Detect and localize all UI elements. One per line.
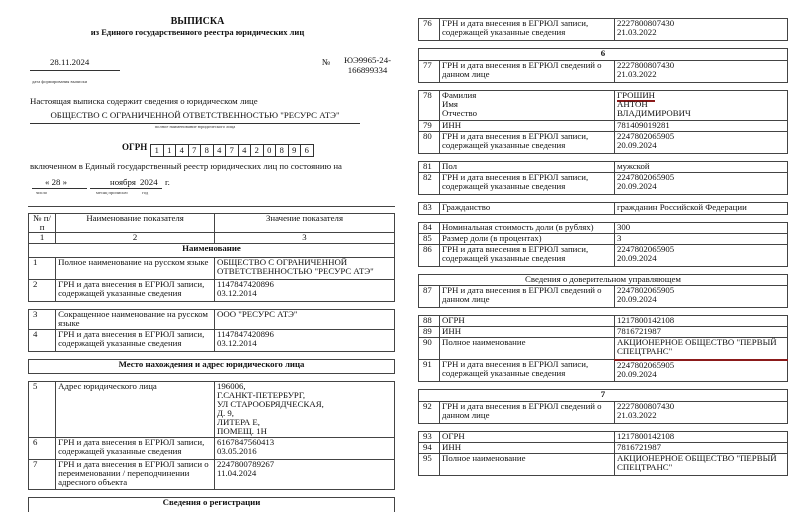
- table-row: 92 ГРН и дата внесения в ЕГРЮЛ сведений о данном лице 2227800807430 21.03.2022: [419, 402, 788, 424]
- ogrn-digit-cell: 7: [188, 144, 202, 157]
- ogrn-digit-cell: 0: [263, 144, 277, 157]
- left-table: [28, 213, 395, 512]
- surname-label: Фамилия: [442, 90, 477, 100]
- table-row: 5 Адрес юридического лица 196006, Г.САНКТ-ПЕТЕРБУРГ, УЛ СТАРООБРЯДЧЕСКАЯ, Д. 9, ЛИТЕРА Е, ПОМЕЩ. 1Н: [29, 382, 395, 438]
- table-row: 86 ГРН и дата внесения в ЕГРЮЛ записи, содержащей указанные сведения 2247802065905 20.09.2024: [419, 245, 788, 267]
- ogrn-digit-cells: [150, 140, 313, 158]
- year-suffix: г.: [165, 177, 170, 187]
- company-caption: полное наименование юридического лица: [154, 124, 236, 129]
- day-caption: число: [36, 190, 48, 195]
- doc-title: ВЫПИСКА: [170, 16, 225, 27]
- section-naming: Наименование: [29, 244, 395, 258]
- col-number-1: 1: [29, 233, 56, 244]
- col-number-2: 2: [56, 233, 215, 244]
- intro-text: Настоящая выписка содержит сведения о юридическом лице: [30, 96, 258, 106]
- table-row: 76 ГРН и дата внесения в ЕГРЮЛ записи, содержащей указанные сведения 2227800807430 21.03.2022: [419, 19, 788, 41]
- ogrn-digit-cell: 4: [213, 144, 227, 157]
- table-row: 85 Размер доли (в процентах) 3: [419, 234, 788, 245]
- fio-row: 78 Фамилия Имя Отчество ГРОШИН АНТОН ВЛАДИМИРОВИЧ: [419, 91, 788, 121]
- year-underline: [132, 188, 162, 189]
- section-location: Место нахождения и адрес юридического лица: [29, 360, 395, 374]
- patronymic-value: ВЛАДИМИРОВИЧ: [617, 108, 691, 118]
- table-row: 94 ИНН 7816721987: [419, 443, 788, 454]
- spacer: [419, 424, 788, 432]
- header-num: № п/п: [29, 214, 56, 233]
- document-number: ЮЭ9965-24-166899334: [343, 55, 392, 75]
- year-caption: год: [142, 190, 149, 195]
- header-name: Наименование показателя: [56, 214, 215, 233]
- table-row: 89 ИНН 7816721987: [419, 327, 788, 338]
- date-caption: дата формирования выписки: [32, 79, 88, 84]
- section-6: 6: [419, 49, 788, 61]
- table-row: 84 Номинальная стоимость доли (в рублях) 300: [419, 223, 788, 234]
- table-row: 79 ИНН 781409019281: [419, 121, 788, 132]
- table-row: 83 Гражданство гражданин Российской Федерации: [419, 203, 788, 215]
- ogrn-digit-cell: 4: [175, 144, 189, 157]
- table-row: 88 ОГРН 1217800142108: [419, 316, 788, 327]
- table-row: 1 Полное наименование на русском языке ОБЩЕСТВО С ОГРАНИЧЕННОЙ ОТВЕТСТВЕННОСТЬЮ "РЕСУРС АТЭ": [29, 258, 395, 280]
- ogrn-digit-cell: 6: [300, 144, 314, 157]
- table-row: 82 ГРН и дата внесения в ЕГРЮЛ записи, содержащей указанные сведения 2247802065905 20.09.2024: [419, 173, 788, 195]
- right-page: [405, 0, 800, 523]
- first-name-value: АНТОН: [617, 99, 648, 109]
- ogrn-digit-cell: 1: [150, 144, 164, 157]
- ogrn-digit-cell: 8: [275, 144, 289, 157]
- table-row: 3 Сокращенное наименование на русском языке ООО "РЕСУРС АТЭ": [29, 310, 395, 330]
- table-top-line: [28, 206, 395, 207]
- table-row: 95 Полное наименование АКЦИОНЕРНОЕ ОБЩЕСТВО "ПЕРВЫЙ СПЕЦТРАНС": [419, 454, 788, 476]
- spacer: [419, 154, 788, 162]
- section-trustee: Сведения о доверительном управляющем: [419, 275, 788, 286]
- ogrn-digit-cell: 2: [250, 144, 264, 157]
- table-row: 2 ГРН и дата внесения в ЕГРЮЛ записи, содержащей указанные сведения 1147847420896 03.12.2014: [29, 280, 395, 302]
- surname-value: ГРОШИН: [617, 90, 656, 100]
- formation-date: 28.11.2024: [50, 57, 90, 67]
- date-year: 2024: [140, 177, 158, 187]
- table-row: 87 ГРН и дата внесения в ЕГРЮЛ сведений о данном лице 2247802065905 20.09.2024: [419, 286, 788, 308]
- date-month: ноября: [110, 177, 136, 187]
- trustee-full-name: АКЦИОНЕРНОЕ ОБЩЕСТВО "ПЕРВЫЙ СПЕЦТРАНС": [615, 338, 788, 360]
- date-underline: [30, 70, 120, 71]
- doc-subtitle: из Единого государственного реестра юридических лиц: [90, 27, 305, 37]
- ogrn-digit-cell: 1: [163, 144, 177, 157]
- table-row: 93 ОГРН 1217800142108: [419, 432, 788, 443]
- day-underline: [32, 188, 87, 189]
- spacer: [419, 308, 788, 316]
- ogrn-digit-cell: 7: [225, 144, 239, 157]
- ogrn-digit-cell: 8: [200, 144, 214, 157]
- number-sign: №: [322, 57, 331, 67]
- table-row: 6 ГРН и дата внесения в ЕГРЮЛ записи, содержащей указанные сведения 6167847560413 03.05.2016: [29, 438, 395, 460]
- table-row: 7 ГРН и дата внесения в ЕГРЮЛ записи о переименовании / переподчинении адресного объекта 2247800789267 11.04.2024: [29, 460, 395, 490]
- table-row: 80 ГРН и дата внесения в ЕГРЮЛ записи, содержащей указанные сведения 2247802065905 20.09.2024: [419, 132, 788, 154]
- table-row: 90 Полное наименование АКЦИОНЕРНОЕ ОБЩЕСТВО "ПЕРВЫЙ СПЕЦТРАНС": [419, 338, 788, 360]
- company-name: ОБЩЕСТВО С ОГРАНИЧЕННОЙ ОТВЕТСТВЕННОСТЬЮ "РЕСУРС АТЭ": [30, 111, 360, 124]
- left-page: [0, 0, 395, 523]
- ogrn-digit-cell: 9: [288, 144, 302, 157]
- ogrn-digit-cell: 4: [238, 144, 252, 157]
- table-row: 77 ГРН и дата внесения в ЕГРЮЛ сведений о данном лице 2227800807430 21.03.2022: [419, 61, 788, 83]
- col-number-3: 3: [215, 233, 395, 244]
- table-row: 91 ГРН и дата внесения в ЕГРЮЛ записи, содержащей указанные сведения 2247802065905 20.09.2024: [419, 360, 788, 382]
- date-day: « 28 »: [45, 177, 67, 187]
- table-row: 81 Пол мужской: [419, 162, 788, 173]
- table-row: 4 ГРН и дата внесения в ЕГРЮЛ записи, содержащей указанные сведения 1147847420896 03.12.2014: [29, 330, 395, 352]
- included-text: включенном в Единый государственный реестр юридических лиц по состоянию на: [30, 161, 342, 171]
- ogrn-label: ОГРН: [122, 142, 148, 152]
- section-7: 7: [419, 390, 788, 402]
- section-registration: Сведения о регистрации: [29, 498, 395, 512]
- patronymic-label: Отчество: [442, 108, 477, 118]
- header-value: Значение показателя: [215, 214, 395, 233]
- month-caption: месяц прописью: [96, 190, 128, 195]
- first-name-label: Имя: [442, 99, 458, 109]
- right-table: [418, 18, 788, 476]
